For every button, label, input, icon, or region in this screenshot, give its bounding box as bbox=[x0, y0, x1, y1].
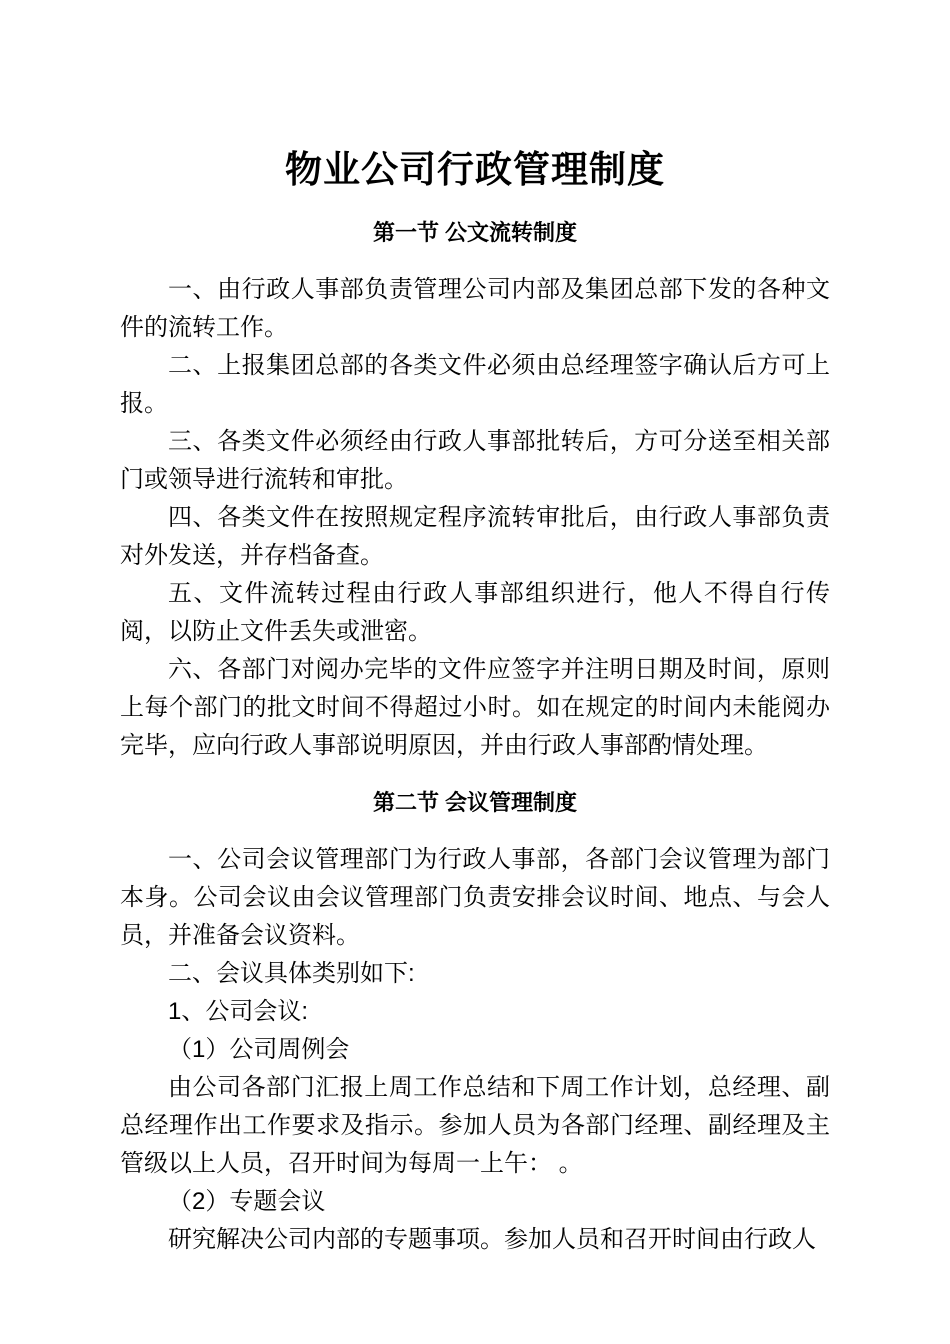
section-heading-2: 第二节 会议管理制度 bbox=[372, 790, 578, 815]
paragraph: 五、文件流转过程由行政人事部组织进行，他人不得自行传阅，以防止文件丢失或泄密。 bbox=[120, 580, 830, 645]
paragraph: 一、公司会议管理部门为行政人事部，各部门会议管理为部门本身。公司会议由会议管理部门负责安排会议时间、地点、与会人员，并准备会议资料。 bbox=[120, 846, 830, 949]
document-title: 物业公司行政管理制度 bbox=[285, 149, 665, 190]
paragraph: 1、公司会议: bbox=[168, 998, 309, 1025]
paragraph: 四、各类文件在按照规定程序流转审批后，由行政人事部负责对外发送，并存档备查。 bbox=[120, 504, 830, 569]
paragraph: 六、各部门对阅办完毕的文件应签字并注明日期及时间，原则上每个部门的批文时间不得超过小时。如在规定的时间内未能阅办完毕，应向行政人事部说明原因，并由行政人事部酌情处理。 bbox=[120, 656, 830, 759]
paragraph: 二、会议具体类别如下: bbox=[168, 960, 415, 987]
paragraph: 由公司各部门汇报上周工作总结和下周工作计划，总经理、副总经理作出工作要求及指示。参加人员为各部门经理、副经理及主管级以上人员，召开时间为每周一上午： 。 bbox=[120, 1074, 830, 1177]
paragraph: 一、由行政人事部负责管理公司内部及集团总部下发的各种文件的流转工作。 bbox=[120, 276, 830, 341]
paragraph: （2）专题会议 bbox=[168, 1188, 326, 1215]
paragraph: 研究解决公司内部的专题事项。参加人员和召开时间由行政人 bbox=[168, 1226, 816, 1253]
paragraph: （1）公司周例会 bbox=[168, 1036, 350, 1063]
section-heading-1: 第一节 公文流转制度 bbox=[372, 220, 578, 245]
paragraph: 三、各类文件必须经由行政人事部批转后，方可分送至相关部门或领导进行流转和审批。 bbox=[120, 428, 830, 493]
paragraph: 二、上报集团总部的各类文件必须由总经理签字确认后方可上报。 bbox=[120, 352, 830, 417]
